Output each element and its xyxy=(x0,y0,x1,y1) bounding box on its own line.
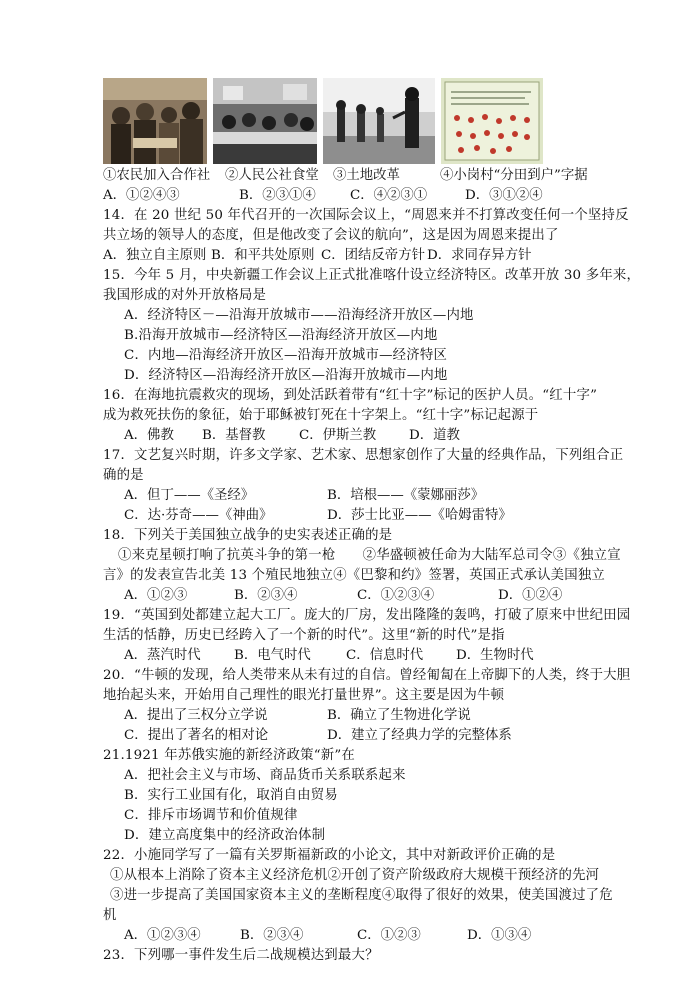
option: A．佛教 xyxy=(124,428,174,443)
question-stem: 确的是 xyxy=(103,468,144,483)
question-stem: 19．“英国到处都建立起大工厂。庞大的厂房，发出隆隆的轰鸣，打破了原来中世纪田园 xyxy=(103,608,631,623)
option: B．②③①④ xyxy=(239,188,316,203)
question-stem: 生活的恬静，历史已经跨入了一个新的时代”。这里“新的时代”是指 xyxy=(103,628,505,643)
option: D．生物时代 xyxy=(456,648,534,663)
option: D．建立了经典力学的完整体系 xyxy=(327,728,512,743)
question-stem: 地抬起头来，开始用自己理性的眼光打量世界”。这主要是因为牛顿 xyxy=(103,688,505,703)
question-stem: 22．小施同学写了一篇有关罗斯福新政的小论文，其中对新政评价正确的是 xyxy=(103,848,556,863)
option: C．内地—沿海经济开放区—沿海开放城市—经济特区 xyxy=(124,348,448,363)
option: B．电气时代 xyxy=(234,648,311,663)
question-stem: 14．在 20 世纪 50 年代召开的一次国际会议上，“周恩来并不打算改变任何一个坚持反 xyxy=(103,208,629,223)
option: C．提出了著名的相对论 xyxy=(124,728,269,743)
option: A．提出了三权分立学说 xyxy=(124,708,268,723)
option: A．独立自主原则 xyxy=(103,248,207,263)
option: A．但丁——《圣经》 xyxy=(124,488,255,503)
option: B．②③④ xyxy=(234,588,298,603)
option: C．信息时代 xyxy=(346,648,424,663)
caption-2: ②人民公社食堂 xyxy=(225,168,319,183)
question-stem: 17．文艺复兴时期，许多文学家、艺术家、思想家创作了大量的经典作品，下列组合正 xyxy=(103,448,624,463)
option: C．①②③④ xyxy=(357,588,435,603)
option: D．①②④ xyxy=(498,588,563,603)
question-stem: 15．今年 5 月，中央新疆工作会议上正式批准喀什设立经济特区。改革开放 30 多年来， xyxy=(103,268,641,283)
option: D．建立高度集中的经济政治体制 xyxy=(124,828,326,843)
option: A．经济特区－—沿海开放城市——沿海经济开放区—内地 xyxy=(124,308,474,323)
option: A．①②③④ xyxy=(124,928,201,943)
option: B．培根——《蒙娜丽莎》 xyxy=(327,488,485,503)
caption-4: ④小岗村“分田到户”字据 xyxy=(440,168,588,183)
option: B.沿海开放城市—经济特区—沿海经济开放区—内地 xyxy=(124,328,438,343)
option: C．团结反帝方针 xyxy=(321,248,425,263)
option: B．确立了生物进化学说 xyxy=(327,708,471,723)
land-reform-photo xyxy=(323,78,435,164)
question-stem: 机 xyxy=(103,908,117,923)
question-stem: 16．在海地抗震救灾的现场，到处活跃着带有“红十字”标记的医护人员。“红十字” xyxy=(103,388,598,403)
caption-1: ①农民加入合作社 xyxy=(103,168,211,183)
option: D．③①②④ xyxy=(465,188,543,203)
option: C．伊斯兰教 xyxy=(299,428,377,443)
question-stem: 言》的发表宣告北美 13 个殖民地独立④《巴黎和约》签署，英国正式承认美国独立 xyxy=(103,568,606,583)
option: A．蒸汽时代 xyxy=(124,648,201,663)
option: D．莎士比亚——《哈姆雷特》 xyxy=(327,508,512,523)
option: C．达·芬奇——《神曲》 xyxy=(124,508,273,523)
caption-3: ③土地改革 xyxy=(333,168,400,183)
option: C．①②③ xyxy=(357,928,421,943)
commune-canteen-photo xyxy=(213,78,317,164)
option: C．④②③① xyxy=(350,188,428,203)
question-stem: 20．“牛顿的发现，给人类带来从未有过的自信。曾经匍匐在上帝脚下的人类，终于大胆 xyxy=(103,668,631,683)
option: B．和平共处原则 xyxy=(211,248,315,263)
option: B．②③④ xyxy=(240,928,304,943)
option: A．①②③ xyxy=(124,588,188,603)
question-stem: 18．下列关于美国独立战争的史实表述正确的是 xyxy=(103,528,393,543)
option: D．①③④ xyxy=(467,928,532,943)
option: C．排斥市场调节和价值规律 xyxy=(124,808,298,823)
option: D．求同存异方针 xyxy=(427,248,532,263)
xiaogang-document-photo xyxy=(441,78,543,164)
option: D．经济特区—沿海经济开放区—沿海开放城市—内地 xyxy=(124,368,448,383)
option: A．①②④③ xyxy=(103,188,180,203)
question-stem: 成为救死扶伤的象征，始于耶稣被钉死在十字架上。“红十字”标记起源于 xyxy=(103,408,539,423)
question-stem: ①来克星顿打响了抗英斗争的第一枪 ②华盛顿被任命为大陆军总司令③《独立宣 xyxy=(118,548,621,563)
question-stem: 我国形成的对外开放格局是 xyxy=(103,288,267,303)
option: B．实行工业国有化，取消自由贸易 xyxy=(124,788,338,803)
question-stem: ③进一步提高了美国国家资本主义的垄断程度④取得了很好的效果，使美国渡过了危 xyxy=(110,888,613,903)
question-stem: 23．下列哪一事件发生后二战规模达到最大？ xyxy=(103,948,379,963)
question-stem: 共立场的领导人的态度，但是他改变了会议的航向”，这是因为周恩来提出了 xyxy=(103,228,559,243)
option: D．道教 xyxy=(409,428,460,443)
cooperative-photo xyxy=(103,78,207,164)
option: A．把社会主义与市场、商品货币关系联系起来 xyxy=(124,768,406,783)
question-stem: ①从根本上消除了资本主义经济危机②开创了资产阶级政府大规模干预经济的先河 xyxy=(110,868,600,883)
option: B．基督教 xyxy=(202,428,266,443)
question-stem: 21.1921 年苏俄实施的新经济政策“新”在 xyxy=(103,748,355,763)
